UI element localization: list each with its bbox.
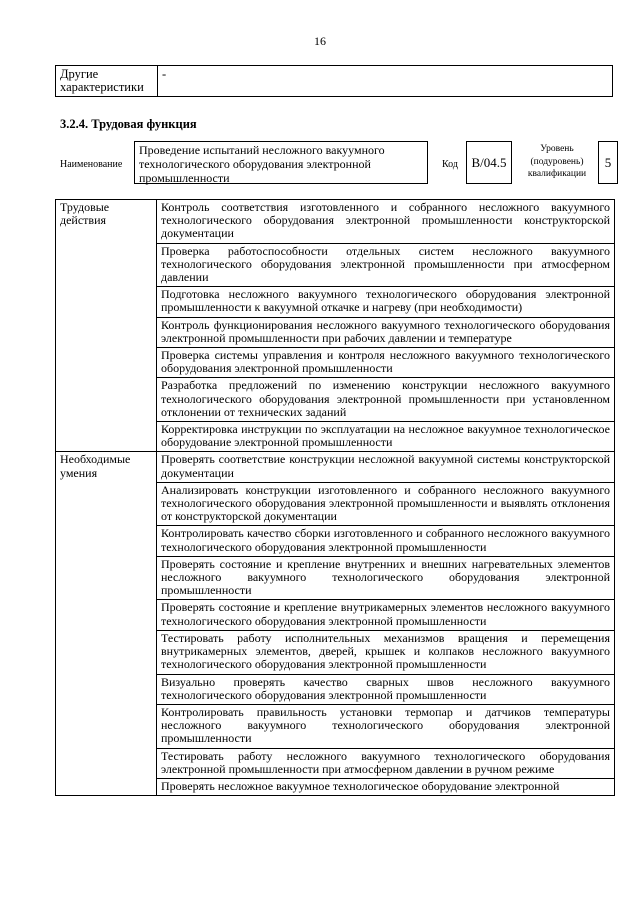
function-details-table <box>55 199 615 796</box>
level-label: Уровень (подуровень) квалификации <box>527 144 587 179</box>
required-skills-item: Анализировать конструкции изготовленного и собранного несложного вакуумного технологического оборудования электронной промышленности и выявлять отклонения от конструкторской документации <box>157 482 615 526</box>
labor-actions-item: Проверка системы управления и контроля несложного вакуумного технологического оборудования электронной промышленности <box>157 348 615 378</box>
labor-actions-item: Корректировка инструкции по эксплуатации на несложное вакуумное технологическое оборудование электронной промышленности <box>157 422 615 452</box>
other-characteristics-label: Другие характеристики <box>56 66 158 97</box>
table-row <box>56 200 615 244</box>
other-characteristics-value: - <box>158 66 613 97</box>
required-skills-item: Контролировать правильность установки термопар и датчиков температуры несложного вакуумного технологического оборудования электронной промышленности <box>157 704 615 748</box>
section-title: 3.2.4. Трудовая функция <box>60 117 197 131</box>
function-code: B/04.5 <box>466 141 512 184</box>
code-label: Код <box>442 159 458 170</box>
required-skills-item: Визуально проверять качество сварных швов несложного вакуумного технологического оборудования электронной промышленности <box>157 674 615 704</box>
required-skills-item: Проверять несложное вакуумное технологическое оборудование электронной <box>157 778 615 795</box>
other-characteristics-table <box>55 65 613 97</box>
function-name: Проведение испытаний несложного вакуумного технологического оборудования электронной промышленности <box>134 141 428 184</box>
table-row <box>56 452 615 482</box>
labor-actions-item: Контроль функционирования несложного вакуумного технологического оборудования электронной промышленности при рабочих давлении и температуре <box>157 317 615 347</box>
required-skills-item: Проверять состояние и крепление внутренних и внешних нагревательных элементов несложного вакуумного технологического оборудования электронной промышленности <box>157 556 615 600</box>
required-skills-item: Контролировать качество сборки изготовленного и собранного несложного вакуумного технологического оборудования электронной промышленности <box>157 526 615 556</box>
required-skills-item: Тестировать работу исполнительных механизмов вращения и перемещения внутрикамерных элементов, дверей, крышек и колпаков несложного вакуумного технологического оборудования электронной промышленности <box>157 630 615 674</box>
required-skills-item: Тестировать работу несложного вакуумного технологического оборудования электронной промышленности при атмосферном давлении в ручном режиме <box>157 748 615 778</box>
labor-actions-item: Разработка предложений по изменению конструкции несложного вакуумного технологического оборудования электронной промышленности при установленном отклонении от технических заданий <box>157 378 615 422</box>
name-label: Наименование <box>60 159 123 170</box>
required-skills-item: Проверять состояние и крепление внутрикамерных элементов несложного вакуумного технологического оборудования электронной промышленности <box>157 600 615 630</box>
labor-actions-item: Контроль соответствия изготовленного и собранного несложного вакуумного технологического оборудования электронной промышленности конструкторской документации <box>157 200 615 244</box>
table-row <box>56 66 613 97</box>
labor-actions-item: Подготовка несложного вакуумного технологического оборудования электронной промышленности к вакуумной откачке и нагреву (при необходимости) <box>157 287 615 317</box>
labor-actions-item: Проверка работоспособности отдельных систем несложного вакуумного технологического оборудования электронной промышленности при атмосферном давлении <box>157 243 615 287</box>
qualification-level: 5 <box>598 141 618 184</box>
page-number: 16 <box>314 34 326 48</box>
required-skills-label: Необходимые умения <box>56 452 157 796</box>
required-skills-item: Проверять соответствие конструкции несложной вакуумной системы конструкторской документации <box>157 452 615 482</box>
labor-actions-label: Трудовые действия <box>56 200 157 452</box>
